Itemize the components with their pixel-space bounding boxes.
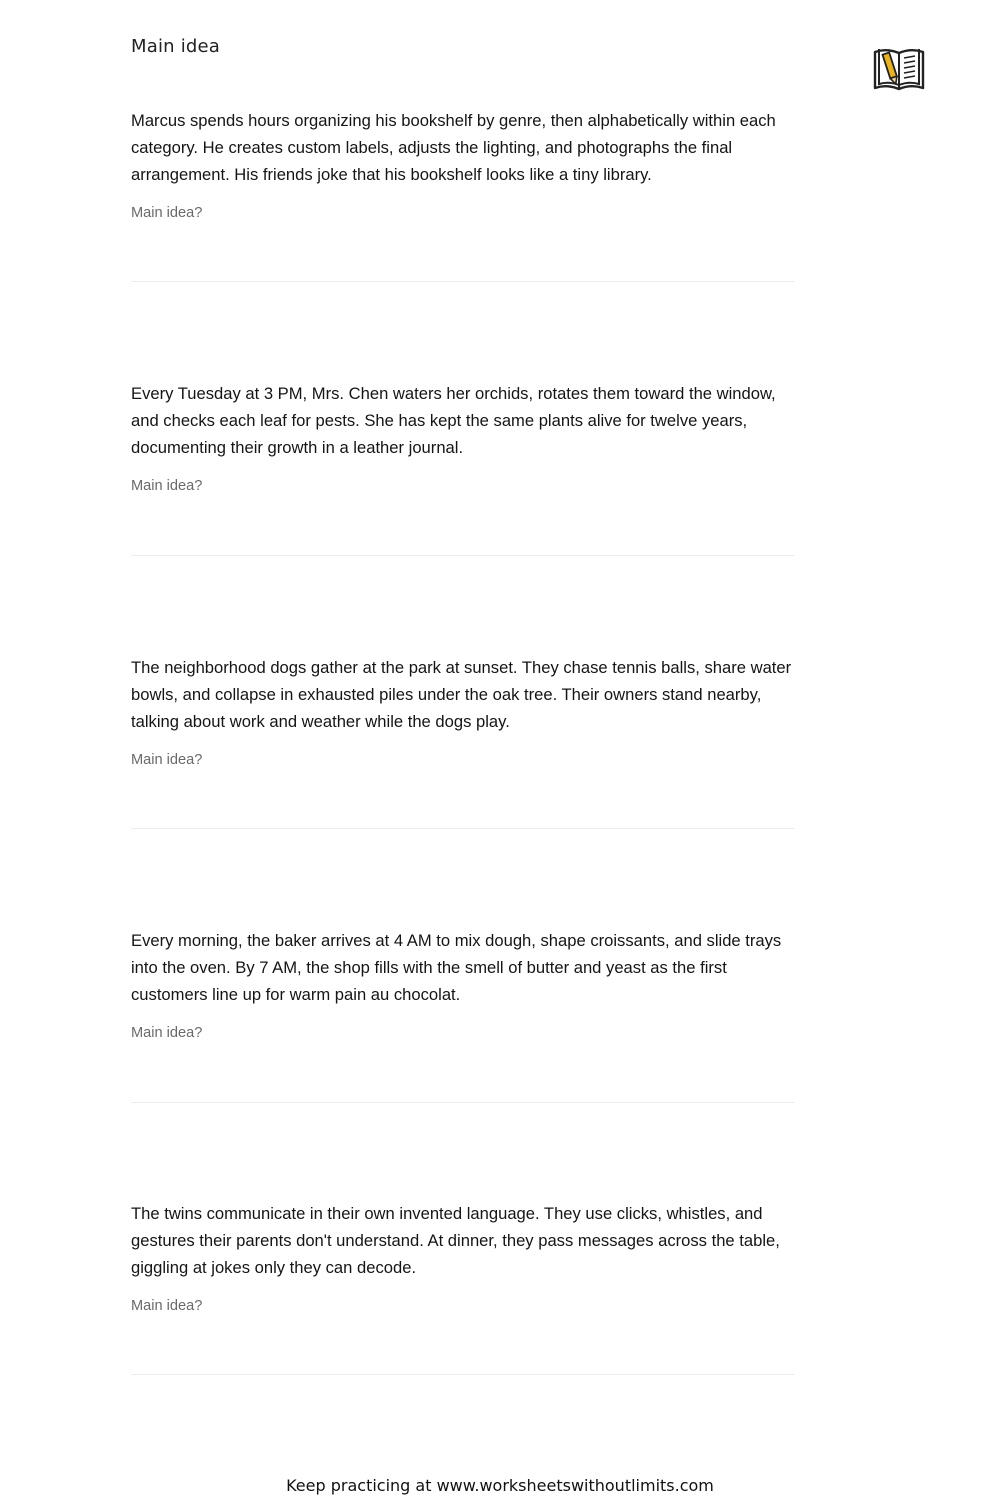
answer-line[interactable]: [131, 1374, 795, 1375]
passage-text: The twins communicate in their own invented language. They use clicks, whistles, and gestures their parents don't understand. At dinner, they pass messages across the table, giggling at jokes only they can decode.: [131, 1204, 780, 1278]
main-idea-prompt: Main idea?: [131, 1297, 203, 1314]
main-idea-prompt: Main idea?: [131, 204, 203, 221]
answer-line[interactable]: [131, 1102, 795, 1103]
passage-text: The neighborhood dogs gather at the park at sunset. They chase tennis balls, share water bowls, and collapse in exhausted piles under the oak tree. Their owners stand nearby, talking about work and weather while the dogs play.: [131, 658, 792, 732]
main-idea-prompt: Main idea?: [131, 751, 203, 768]
page-title: Main idea: [131, 36, 221, 57]
question-2: [131, 380, 795, 494]
main-idea-prompt: Main idea?: [131, 477, 203, 494]
footer-link-text: Keep practicing at www.worksheetswithoutlimits.com: [286, 1476, 714, 1495]
question-5: [131, 1200, 795, 1314]
answer-line[interactable]: [131, 281, 795, 282]
passage-text: Every Tuesday at 3 PM, Mrs. Chen waters her orchids, rotates them toward the window, and checks each leaf for pests. She has kept the same plants alive for twelve years, documenting their growth in a leather journal.: [131, 384, 776, 458]
passage-text: Every morning, the baker arrives at 4 AM to mix dough, shape croissants, and slide trays into the oven. By 7 AM, the shop fills with the smell of butter and yeast as the first customers line up for warm pain au chocolat.: [131, 931, 782, 1005]
answer-line[interactable]: [131, 828, 795, 829]
book-pencil-icon: [872, 44, 926, 94]
passage-text: Marcus spends hours organizing his bookshelf by genre, then alphabetically within each category. He creates custom labels, adjusts the lighting, and photographs the final arrangement. His friends joke that his bookshelf looks like a tiny library.: [131, 111, 776, 185]
main-idea-prompt: Main idea?: [131, 1024, 203, 1041]
question-1: [131, 107, 795, 221]
answer-line[interactable]: [131, 555, 795, 556]
question-3: [131, 654, 795, 768]
question-4: [131, 927, 795, 1041]
